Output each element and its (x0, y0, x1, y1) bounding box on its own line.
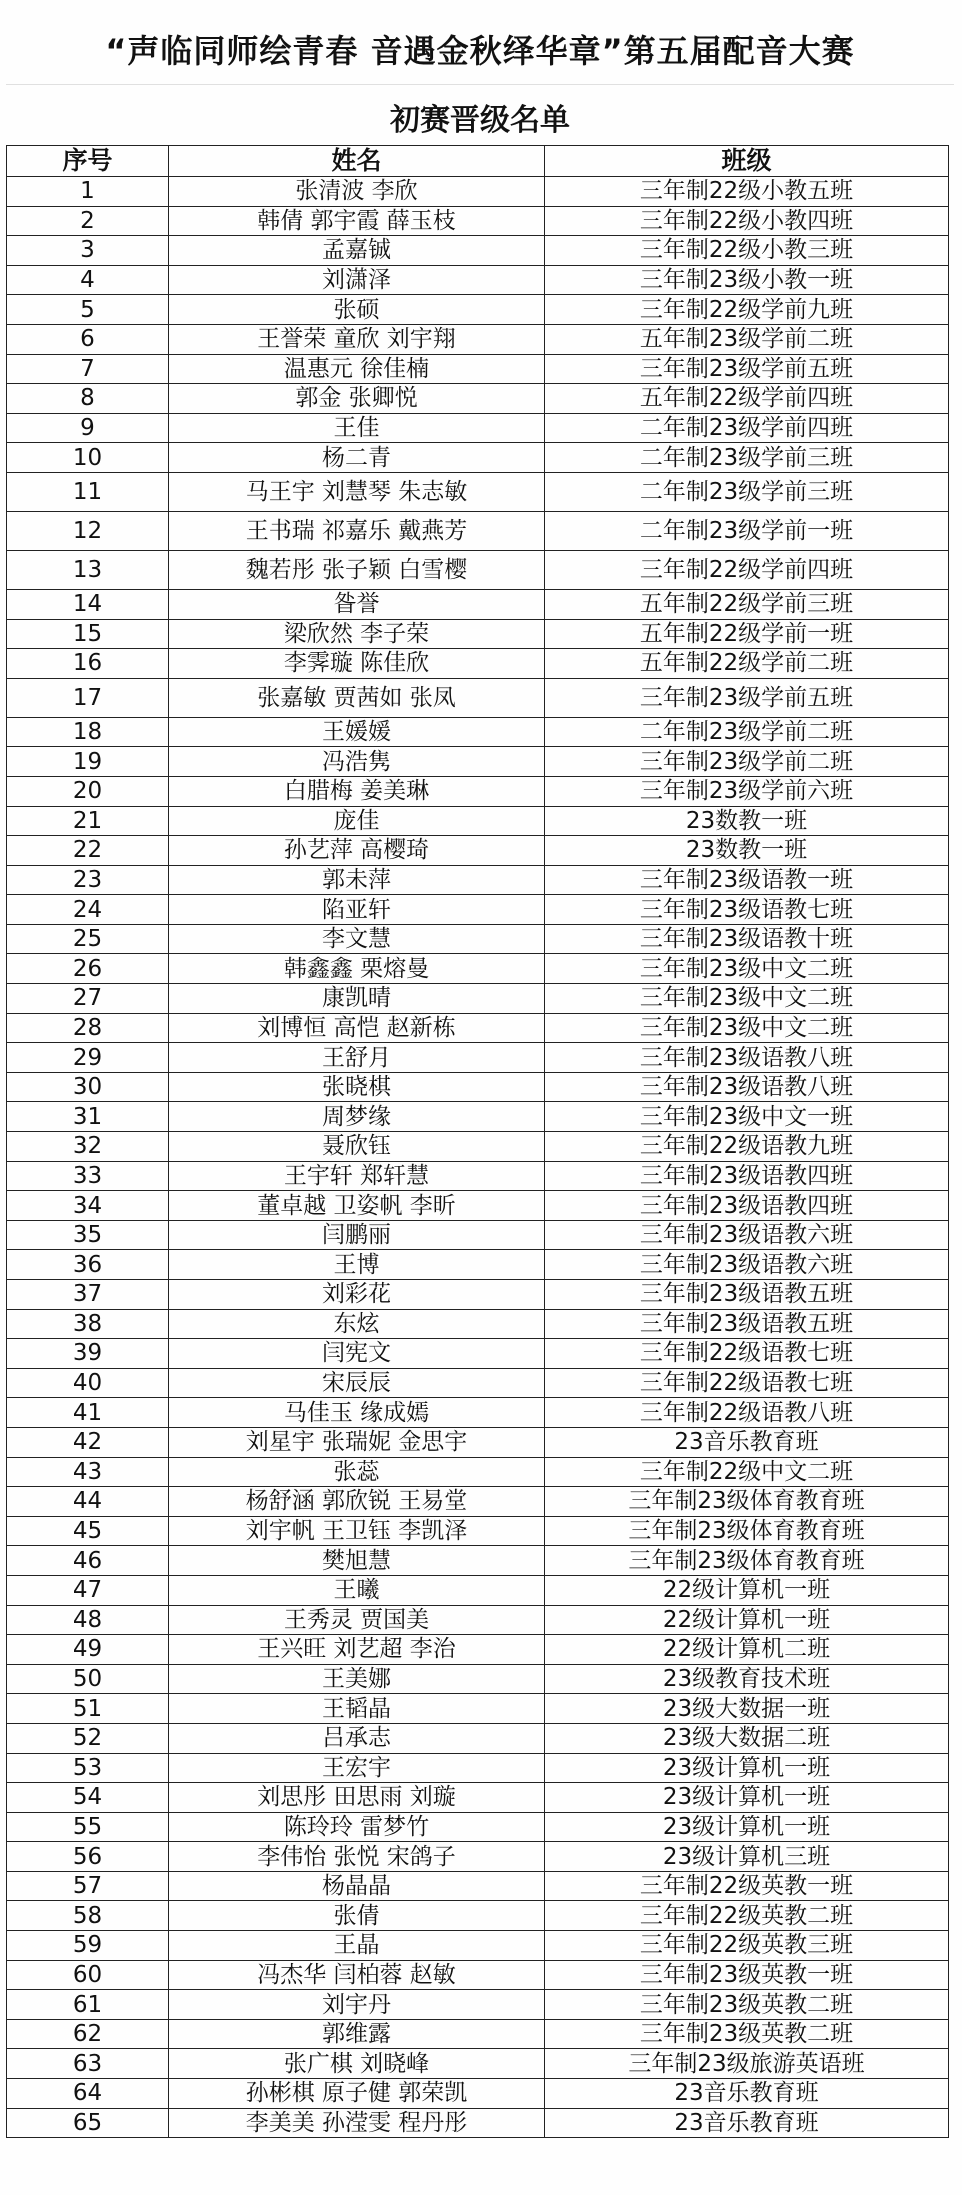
cell-class: 三年制23级小教一班 (545, 265, 949, 295)
cell-class: 三年制23级体育教育班 (545, 1546, 949, 1576)
cell-class: 二年制23级学前四班 (545, 413, 949, 443)
cell-index: 6 (7, 324, 169, 354)
table-row (7, 265, 949, 295)
cell-class: 三年制23级英教二班 (545, 1990, 949, 2020)
table-row (7, 1694, 949, 1724)
cell-name: 白腊梅 姜美琳 (169, 776, 545, 806)
cell-name: 王宇轩 郑轩慧 (169, 1161, 545, 1191)
cell-name: 刘潇泽 (169, 265, 545, 295)
cell-class: 三年制22级中文二班 (545, 1457, 949, 1487)
cell-name: 东炫 (169, 1309, 545, 1339)
cell-index: 26 (7, 954, 169, 984)
cell-index: 17 (7, 678, 169, 717)
cell-name: 刘彩花 (169, 1280, 545, 1310)
cell-index: 48 (7, 1605, 169, 1635)
cell-name: 樊旭慧 (169, 1546, 545, 1576)
cell-index: 20 (7, 776, 169, 806)
table-row (7, 1132, 949, 1162)
cell-class: 三年制22级语教七班 (545, 1368, 949, 1398)
table-row (7, 1220, 949, 1250)
table-row (7, 206, 949, 236)
cell-index: 29 (7, 1043, 169, 1073)
cell-name: 孙艺萍 高樱琦 (169, 836, 545, 866)
cell-name: 杨二青 (169, 443, 545, 473)
table-row (7, 1398, 949, 1428)
header-name: 姓名 (169, 146, 545, 177)
table-row (7, 1783, 949, 1813)
cell-name: 闫宪文 (169, 1339, 545, 1369)
cell-name: 冯杰华 闫柏蓉 赵敏 (169, 1960, 545, 1990)
cell-index: 44 (7, 1487, 169, 1517)
cell-name: 吕承志 (169, 1723, 545, 1753)
cell-name: 王美娜 (169, 1664, 545, 1694)
cell-class: 三年制23级学前二班 (545, 747, 949, 777)
roster-table (6, 145, 949, 2138)
table-row (7, 984, 949, 1014)
cell-name: 梁欣然 李子荣 (169, 619, 545, 649)
cell-name: 康凯晴 (169, 984, 545, 1014)
cell-name: 张广棋 刘晓峰 (169, 2049, 545, 2079)
table-row (7, 1901, 949, 1931)
cell-name: 张蕊 (169, 1457, 545, 1487)
table-row (7, 717, 949, 747)
cell-class: 三年制23级中文二班 (545, 1013, 949, 1043)
cell-class: 22级计算机一班 (545, 1575, 949, 1605)
cell-index: 52 (7, 1723, 169, 1753)
cell-index: 14 (7, 589, 169, 619)
cell-index: 63 (7, 2049, 169, 2079)
cell-class: 三年制23级体育教育班 (545, 1487, 949, 1517)
cell-index: 11 (7, 472, 169, 511)
cell-index: 36 (7, 1250, 169, 1280)
cell-class: 23音乐教育班 (545, 2079, 949, 2109)
cell-index: 56 (7, 1842, 169, 1872)
cell-class: 23级计算机一班 (545, 1753, 949, 1783)
cell-index: 62 (7, 2019, 169, 2049)
header-class: 班级 (545, 146, 949, 177)
cell-class: 三年制23级中文二班 (545, 984, 949, 1014)
cell-name: 马佳玉 缘成嫣 (169, 1398, 545, 1428)
cell-name: 王宏宇 (169, 1753, 545, 1783)
table-row (7, 177, 949, 207)
cell-index: 16 (7, 649, 169, 679)
cell-class: 23数教一班 (545, 836, 949, 866)
cell-class: 二年制23级学前三班 (545, 443, 949, 473)
cell-index: 4 (7, 265, 169, 295)
table-row (7, 619, 949, 649)
table-row (7, 895, 949, 925)
cell-index: 12 (7, 511, 169, 550)
cell-name: 陈玲玲 雷梦竹 (169, 1812, 545, 1842)
cell-name: 王舒月 (169, 1043, 545, 1073)
cell-class: 二年制23级学前三班 (545, 472, 949, 511)
cell-class: 三年制22级小教三班 (545, 236, 949, 266)
table-row (7, 924, 949, 954)
cell-class: 三年制22级语教八班 (545, 1398, 949, 1428)
cell-class: 三年制23级学前五班 (545, 678, 949, 717)
cell-class: 三年制22级英教三班 (545, 1931, 949, 1961)
cell-index: 47 (7, 1575, 169, 1605)
cell-index: 57 (7, 1871, 169, 1901)
table-body (7, 177, 949, 2138)
cell-class: 三年制22级学前九班 (545, 295, 949, 325)
cell-class: 三年制23级语教五班 (545, 1309, 949, 1339)
cell-class: 三年制23级语教六班 (545, 1250, 949, 1280)
cell-name: 杨舒涵 郭欣锐 王易堂 (169, 1487, 545, 1517)
table-row (7, 472, 949, 511)
cell-index: 65 (7, 2108, 169, 2138)
cell-name: 王晶 (169, 1931, 545, 1961)
table-row (7, 678, 949, 717)
cell-name: 李文慧 (169, 924, 545, 954)
table-row (7, 1871, 949, 1901)
cell-index: 45 (7, 1516, 169, 1546)
cell-class: 三年制23级英教一班 (545, 1960, 949, 1990)
cell-index: 43 (7, 1457, 169, 1487)
table-row (7, 954, 949, 984)
cell-name: 魏若彤 张子颖 白雪樱 (169, 550, 545, 589)
cell-class: 二年制23级学前一班 (545, 511, 949, 550)
table-row (7, 443, 949, 473)
table-row (7, 836, 949, 866)
cell-index: 40 (7, 1368, 169, 1398)
cell-index: 46 (7, 1546, 169, 1576)
cell-class: 三年制22级英教二班 (545, 1901, 949, 1931)
cell-name: 冯浩隽 (169, 747, 545, 777)
table-row (7, 413, 949, 443)
cell-index: 5 (7, 295, 169, 325)
cell-index: 2 (7, 206, 169, 236)
table-row (7, 806, 949, 836)
table-row (7, 1664, 949, 1694)
cell-class: 23级计算机三班 (545, 1842, 949, 1872)
cell-class: 三年制23级学前六班 (545, 776, 949, 806)
table-row (7, 1635, 949, 1665)
cell-name: 刘宇丹 (169, 1990, 545, 2020)
table-row (7, 384, 949, 414)
table-row (7, 1812, 949, 1842)
table-row (7, 550, 949, 589)
table-row (7, 324, 949, 354)
cell-class: 三年制23级语教六班 (545, 1220, 949, 1250)
table-row (7, 2019, 949, 2049)
table-row (7, 1250, 949, 1280)
cell-index: 28 (7, 1013, 169, 1043)
cell-index: 32 (7, 1132, 169, 1162)
cell-class: 23级计算机一班 (545, 1812, 949, 1842)
cell-index: 21 (7, 806, 169, 836)
cell-index: 59 (7, 1931, 169, 1961)
cell-index: 55 (7, 1812, 169, 1842)
cell-name: 郭未萍 (169, 865, 545, 895)
cell-index: 13 (7, 550, 169, 589)
cell-index: 53 (7, 1753, 169, 1783)
table-row (7, 295, 949, 325)
cell-name: 聂欣钰 (169, 1132, 545, 1162)
table-row (7, 1546, 949, 1576)
table-row (7, 236, 949, 266)
cell-name: 庞佳 (169, 806, 545, 836)
cell-index: 51 (7, 1694, 169, 1724)
cell-index: 41 (7, 1398, 169, 1428)
table-row (7, 649, 949, 679)
table-row (7, 1723, 949, 1753)
table-row (7, 1842, 949, 1872)
cell-class: 22级计算机一班 (545, 1605, 949, 1635)
cell-index: 54 (7, 1783, 169, 1813)
cell-class: 三年制23级语教八班 (545, 1043, 949, 1073)
cell-class: 三年制22级语教七班 (545, 1339, 949, 1369)
cell-class: 23音乐教育班 (545, 1427, 949, 1457)
cell-index: 19 (7, 747, 169, 777)
cell-index: 50 (7, 1664, 169, 1694)
cell-class: 三年制23级中文一班 (545, 1102, 949, 1132)
cell-index: 1 (7, 177, 169, 207)
cell-name: 陷亚轩 (169, 895, 545, 925)
cell-index: 7 (7, 354, 169, 384)
cell-index: 23 (7, 865, 169, 895)
cell-name: 王曦 (169, 1575, 545, 1605)
cell-name: 刘宇帆 王卫钰 李凯泽 (169, 1516, 545, 1546)
cell-name: 张倩 (169, 1901, 545, 1931)
cell-class: 三年制22级英教一班 (545, 1871, 949, 1901)
cell-class: 三年制22级学前四班 (545, 550, 949, 589)
cell-class: 三年制23级语教四班 (545, 1161, 949, 1191)
table-row (7, 865, 949, 895)
cell-index: 15 (7, 619, 169, 649)
table-row (7, 1191, 949, 1221)
cell-index: 64 (7, 2079, 169, 2109)
table-row (7, 1339, 949, 1369)
table-row (7, 1575, 949, 1605)
cell-class: 22级计算机二班 (545, 1635, 949, 1665)
cell-class: 三年制22级小教四班 (545, 206, 949, 236)
cell-name: 董卓越 卫姿帆 李昕 (169, 1191, 545, 1221)
table-row (7, 747, 949, 777)
cell-index: 3 (7, 236, 169, 266)
cell-name: 宋辰辰 (169, 1368, 545, 1398)
table-row (7, 1280, 949, 1310)
cell-index: 35 (7, 1220, 169, 1250)
cell-index: 37 (7, 1280, 169, 1310)
cell-index: 39 (7, 1339, 169, 1369)
cell-index: 33 (7, 1161, 169, 1191)
cell-name: 闫鹏丽 (169, 1220, 545, 1250)
table-row (7, 1368, 949, 1398)
table-header-row (7, 146, 949, 177)
cell-name: 王媛媛 (169, 717, 545, 747)
cell-name: 张晓棋 (169, 1072, 545, 1102)
table-row (7, 1013, 949, 1043)
cell-name: 张硕 (169, 295, 545, 325)
cell-class: 23级教育技术班 (545, 1664, 949, 1694)
cell-name: 孙彬棋 原子健 郭荣凯 (169, 2079, 545, 2109)
document-subtitle: 初赛晋级名单 (390, 103, 570, 138)
cell-class: 三年制23级语教一班 (545, 865, 949, 895)
cell-name: 昝誉 (169, 589, 545, 619)
cell-class: 三年制23级语教十班 (545, 924, 949, 954)
cell-index: 49 (7, 1635, 169, 1665)
table-row (7, 776, 949, 806)
cell-name: 孟嘉铖 (169, 236, 545, 266)
cell-index: 60 (7, 1960, 169, 1990)
cell-class: 23级大数据二班 (545, 1723, 949, 1753)
cell-index: 22 (7, 836, 169, 866)
table-row (7, 2049, 949, 2079)
cell-name: 李霁璇 陈佳欣 (169, 649, 545, 679)
cell-name: 王誉荣 童欣 刘宇翔 (169, 324, 545, 354)
cell-index: 42 (7, 1427, 169, 1457)
cell-class: 二年制23级学前二班 (545, 717, 949, 747)
cell-name: 王书瑞 祁嘉乐 戴燕芳 (169, 511, 545, 550)
cell-name: 温惠元 徐佳楠 (169, 354, 545, 384)
cell-name: 杨晶晶 (169, 1871, 545, 1901)
cell-name: 张嘉敏 贾茜如 张凤 (169, 678, 545, 717)
cell-name: 王佳 (169, 413, 545, 443)
table-row (7, 1487, 949, 1517)
cell-class: 三年制23级学前五班 (545, 354, 949, 384)
cell-name: 韩鑫鑫 栗熔曼 (169, 954, 545, 984)
table-row (7, 1043, 949, 1073)
cell-class: 五年制22级学前三班 (545, 589, 949, 619)
table-row (7, 1161, 949, 1191)
cell-name: 马王宇 刘慧琴 朱志敏 (169, 472, 545, 511)
cell-index: 27 (7, 984, 169, 1014)
table-row (7, 2108, 949, 2138)
cell-class: 五年制22级学前四班 (545, 384, 949, 414)
table-row (7, 1427, 949, 1457)
cell-index: 10 (7, 443, 169, 473)
table-row (7, 1605, 949, 1635)
table-row (7, 354, 949, 384)
cell-class: 三年制23级语教五班 (545, 1280, 949, 1310)
cell-class: 三年制23级旅游英语班 (545, 2049, 949, 2079)
cell-index: 31 (7, 1102, 169, 1132)
cell-index: 38 (7, 1309, 169, 1339)
table-row (7, 1960, 949, 1990)
cell-index: 61 (7, 1990, 169, 2020)
table-row (7, 1072, 949, 1102)
cell-name: 周梦缘 (169, 1102, 545, 1132)
cell-name: 李美美 孙滢雯 程丹彤 (169, 2108, 545, 2138)
cell-name: 刘星宇 张瑞妮 金思宇 (169, 1427, 545, 1457)
cell-class: 三年制23级语教八班 (545, 1072, 949, 1102)
cell-class: 三年制23级中文二班 (545, 954, 949, 984)
cell-name: 王秀灵 贾国美 (169, 1605, 545, 1635)
table-row (7, 1516, 949, 1546)
cell-class: 23级大数据一班 (545, 1694, 949, 1724)
cell-class: 三年制23级语教七班 (545, 895, 949, 925)
table-row (7, 1990, 949, 2020)
cell-name: 王韬晶 (169, 1694, 545, 1724)
cell-name: 张清波 李欣 (169, 177, 545, 207)
cell-class: 23级计算机一班 (545, 1783, 949, 1813)
cell-index: 58 (7, 1901, 169, 1931)
table-row (7, 1102, 949, 1132)
cell-name: 王兴旺 刘艺超 李治 (169, 1635, 545, 1665)
cell-class: 23数教一班 (545, 806, 949, 836)
cell-index: 25 (7, 924, 169, 954)
cell-index: 8 (7, 384, 169, 414)
table-row (7, 1309, 949, 1339)
cell-class: 三年制23级英教二班 (545, 2019, 949, 2049)
table-row (7, 1931, 949, 1961)
cell-name: 郭金 张卿悦 (169, 384, 545, 414)
cell-name: 刘思彤 田思雨 刘璇 (169, 1783, 545, 1813)
cell-class: 三年制22级小教五班 (545, 177, 949, 207)
cell-class: 三年制22级语教九班 (545, 1132, 949, 1162)
table-row (7, 589, 949, 619)
table-row (7, 1753, 949, 1783)
cell-class: 三年制23级语教四班 (545, 1191, 949, 1221)
cell-class: 五年制23级学前二班 (545, 324, 949, 354)
cell-name: 刘博恒 高恺 赵新栋 (169, 1013, 545, 1043)
document-title: “声临同师绘青春 音遇金秋绎华章”第五届配音大赛 (6, 14, 954, 85)
table-row (7, 2079, 949, 2109)
cell-name: 王博 (169, 1250, 545, 1280)
cell-index: 30 (7, 1072, 169, 1102)
cell-index: 24 (7, 895, 169, 925)
cell-class: 三年制23级体育教育班 (545, 1516, 949, 1546)
cell-index: 34 (7, 1191, 169, 1221)
table-row (7, 511, 949, 550)
table-row (7, 1457, 949, 1487)
cell-class: 五年制22级学前二班 (545, 649, 949, 679)
header-index: 序号 (7, 146, 169, 177)
cell-name: 郭维露 (169, 2019, 545, 2049)
cell-index: 18 (7, 717, 169, 747)
cell-class: 23音乐教育班 (545, 2108, 949, 2138)
cell-name: 韩倩 郭宇霞 薛玉枝 (169, 206, 545, 236)
cell-class: 五年制22级学前一班 (545, 619, 949, 649)
cell-index: 9 (7, 413, 169, 443)
cell-name: 李伟怡 张悦 宋鸽子 (169, 1842, 545, 1872)
